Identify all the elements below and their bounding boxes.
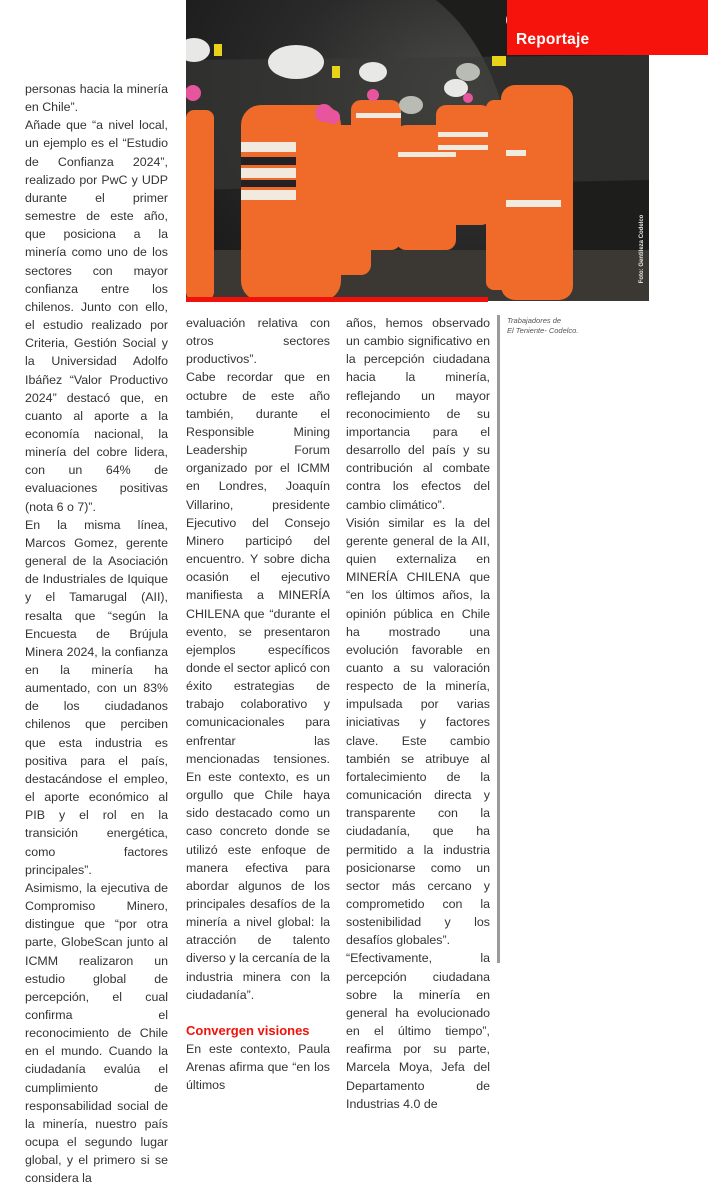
- photo-credit: [636, 212, 648, 294]
- subheading: Convergen visiones: [186, 1022, 310, 1038]
- photo-caption: [507, 316, 617, 336]
- paragraph: personas hacia la minería en Chile”.: [25, 82, 168, 115]
- paragraph: evaluación relativa con otros sectores productivos”.: [186, 316, 330, 367]
- caption-line: El Teniente- Codelco.: [507, 326, 579, 335]
- caption-line: Trabajadores de: [507, 316, 562, 325]
- paragraph: Añade que “a nivel local, un ejemplo es el “Estudio de Confianza 2024”, realizado por PwC y UDP durante el primer semestre de este año, que posiciona a la minería como uno de los sectores con mayor confianza entre los chilenos. Junto con ello, el estudio realizado por Criteria, Gestión Social y la Universidad Adolfo Ibáñez “Valor Productivo 2024” destacó que, en cuanto al aporte a la economía nacional, la minería del cobre lidera, con un 64% de evaluaciones positivas (nota 6 o 7)”.: [25, 118, 168, 514]
- column-divider: [497, 315, 500, 963]
- paragraph: En este contexto, Paula Arenas afirma que “en los últimos: [186, 1041, 330, 1093]
- photo-accent-bar: [186, 297, 488, 302]
- paragraph: Cabe recordar que en octubre de este año también, durante el Responsible Mining Leadership Forum organizado por el ICMM en Londres, Joaquín Villarino, presidente Ejecutivo del Consejo Minero participó del encuentro. Y sobre dicha ocasión el ejecutivo manifiesta a MINERÍA CHILENA que “durante el evento, se presentaron ejemplos específicos donde el sector aplicó con éxito estrategias de trabajo colaborativo y comunicacionales para enfrentar las mencionadas tensiones. En este contexto, es un orgullo que Chile haya sido destacado como un caso concreto donde se utilizó este enfoque de manera efectiva para abordar algunos de los principales desafíos de la minería a nivel global: la atracción de talento diverso y la cercanía de la industria minera con la ciudadanía”.: [186, 370, 330, 1002]
- photo-credit-text: Foto: Gentileza Codelco: [639, 214, 645, 284]
- paragraph: En la misma línea, Marcos Gomez, gerente general de la Asociación de Industriales de Iquique y el Tamarugal (AII), resalta que “según la Encuesta de Brújula Minera 2024, la confianza en la minería ha aumentado, con un 83% de los ciudadanos chilenos que perciben que esta industria es positiva para el país, destacándose el empleo, el aporte económico al PIB y el rol en la transición energética, como factores principales”.: [25, 517, 168, 877]
- paragraph: años, hemos observado un cambio significativo en la percepción ciudadana hacia la minería, reflejando un mayor reconocimiento de su importancia para el desarrollo del país y su contribución al combate contra los efectos del cambio climático”.: [346, 316, 490, 512]
- article-column-3: [346, 314, 490, 1113]
- paragraph: “Efectivamente, la percepción ciudadana sobre la minería en general ha evolucionado en el último tiempo”, reafirma por su parte, Marcela Moya, Jefa del Departamento de Industrias 4.0 de: [346, 951, 490, 1111]
- section-tag-label: Reportaje: [516, 31, 590, 48]
- paragraph: Asimismo, la ejecutiva de Compromiso Minero, distingue que “por otra parte, GlobeScan junto al ICMM realizaron un estudio global de percepción, el cual confirma el reconocimiento de Chile en el mundo. Cuando la ciudadanía evalúa el cumplimiento de responsabilidad social de la minería, nuestro país ocupa el segundo lugar global, y el primero si se considera la: [25, 880, 168, 1186]
- article-column-2: [186, 314, 330, 1094]
- section-tag: [507, 0, 708, 55]
- paragraph: Visión similar es la del gerente general de la AII, quien externaliza en MINERÍA CHILENA que “en los últimos años, la opinión pública en Chile ha mostrado una evolución favorable en cuanto a su valoración respecto de la minería, impulsada por varias iniciativas y factores clave. Este cambio también se atribuye al fortalecimiento de la comunicación directa y transparente con la ciudadanía, que ha permitido a la industria posicionarse como un sector más cercano y comprometido con la sostenibilidad y los desafíos globales”.: [346, 515, 490, 948]
- article-column-1: [25, 80, 168, 1188]
